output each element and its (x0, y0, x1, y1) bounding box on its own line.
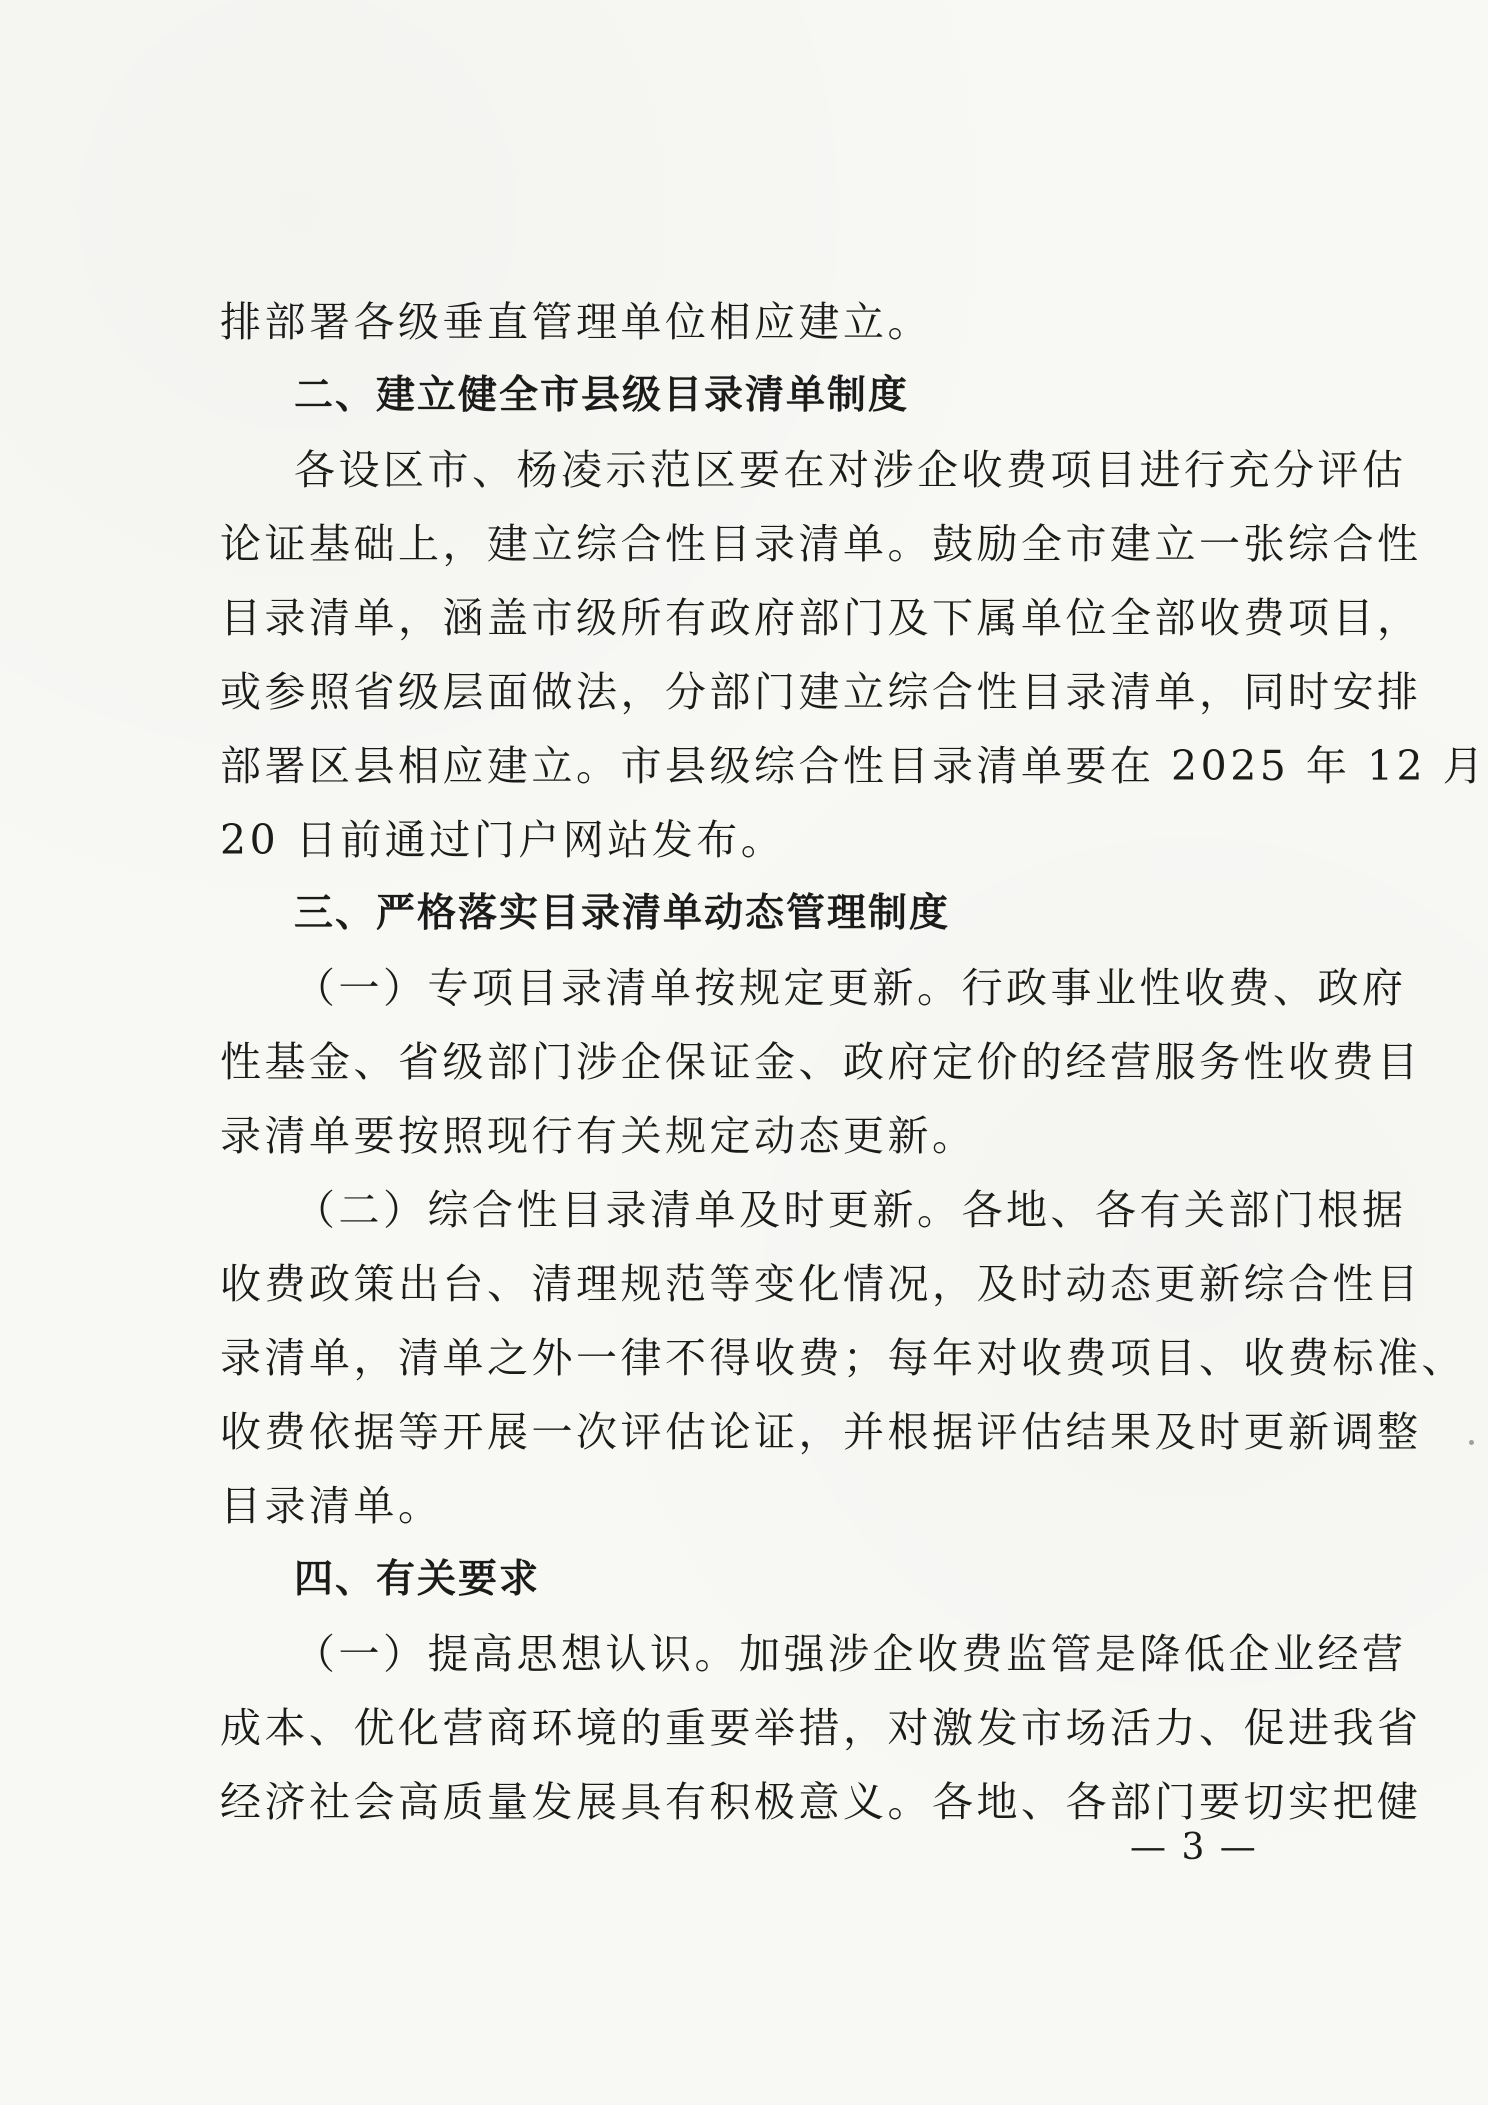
text-line: 成本、优化营商环境的重要举措，对激发市场活力、促进我省 (220, 1704, 1422, 1752)
section-heading: 四、有关要求 (294, 1557, 541, 1602)
text-line: 目录清单。 (220, 1482, 443, 1530)
text-line: （二）综合性目录清单及时更新。各地、各有关部门根据 (294, 1186, 1407, 1234)
text-line: 收费依据等开展一次评估论证，并根据评估结果及时更新调整 (220, 1408, 1422, 1456)
text-line: 论证基础上，建立综合性目录清单。鼓励全市建立一张综合性 (220, 520, 1422, 568)
section-heading: 二、建立健全市县级目录清单制度 (294, 373, 910, 418)
page-number: — 3 — (1130, 1827, 1258, 1868)
text-line: 各设区市、杨凌示范区要在对涉企收费项目进行充分评估 (294, 446, 1407, 494)
text-line: 或参照省级层面做法，分部门建立综合性目录清单，同时安排 (220, 668, 1422, 716)
text-line: （一）提高思想认识。加强涉企收费监管是降低企业经营 (294, 1630, 1407, 1678)
text-line: （一）专项目录清单按规定更新。行政事业性收费、政府 (294, 964, 1407, 1012)
text-line: 收费政策出台、清理规范等变化情况，及时动态更新综合性目 (220, 1260, 1422, 1308)
text-line: 录清单，清单之外一律不得收费；每年对收费项目、收费标准、 (220, 1334, 1466, 1382)
text-line: 20 日前通过门户网站发布。 (220, 816, 786, 864)
text-line: 录清单要按照现行有关规定动态更新。 (220, 1112, 977, 1160)
text-line: 部署区县相应建立。市县级综合性目录清单要在 2025 年 12 月 (220, 742, 1488, 790)
scan-speck (1469, 1440, 1474, 1445)
text-line: 目录清单，涵盖市级所有政府部门及下属单位全部收费项目， (220, 594, 1422, 642)
section-heading: 三、严格落实目录清单动态管理制度 (294, 891, 951, 936)
text-line: 性基金、省级部门涉企保证金、政府定价的经营服务性收费目 (220, 1038, 1422, 1086)
text-line: 排部署各级垂直管理单位相应建立。 (220, 298, 932, 346)
text-line: 经济社会高质量发展具有积极意义。各地、各部门要切实把健 (220, 1778, 1422, 1826)
